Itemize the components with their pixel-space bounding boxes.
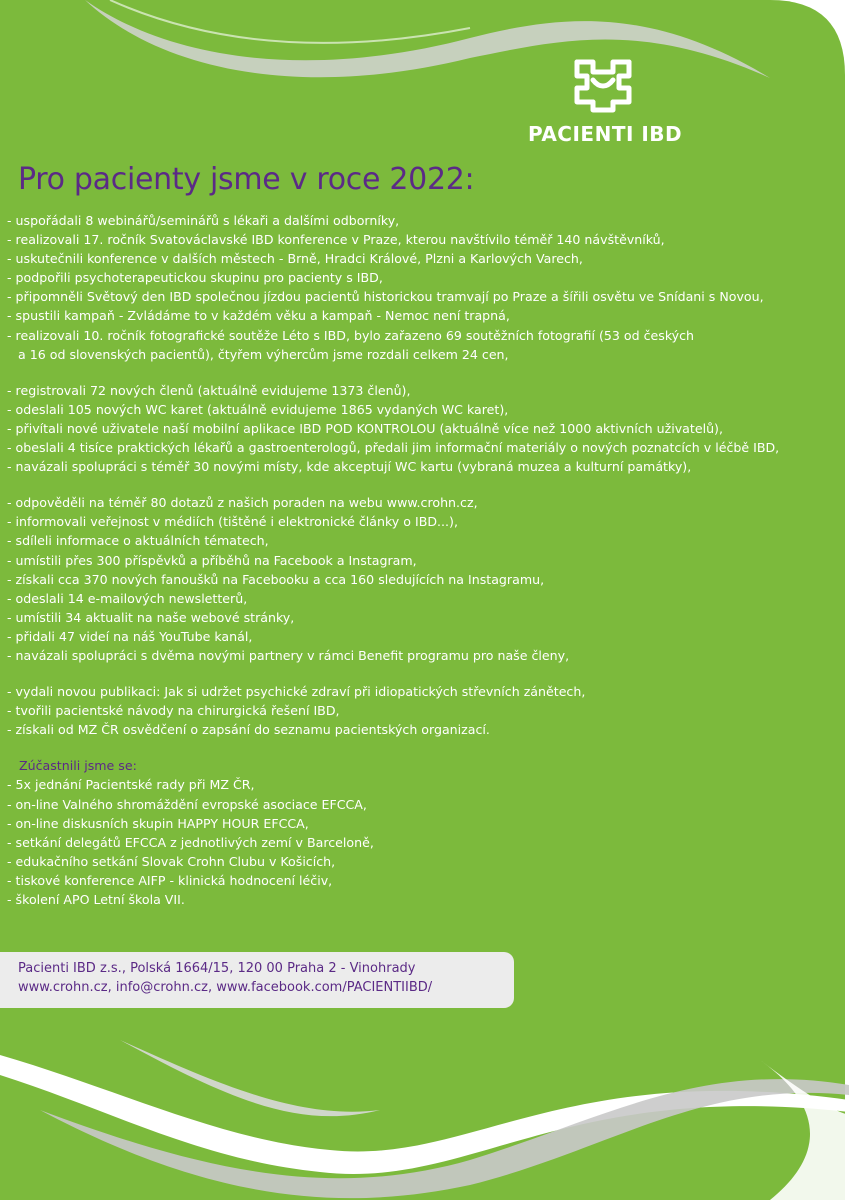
section-publications: [7, 682, 843, 739]
attendance-list: [7, 775, 843, 909]
list-item: - realizovali 17. ročník Svatováclavské IBD konference v Praze, kterou navštívilo téměř 140 návštěvníků,: [7, 232, 665, 248]
list-item-text: - realizovali 10. ročník fotografické soutěže Léto s IBD, bylo zařazeno 69 soutěžních fotografií (53 od českých: [7, 327, 695, 343]
logo-text: PACIENTI IBD: [528, 122, 683, 146]
list-item: - školení APO Letní škola VII.: [7, 892, 185, 907]
section-attendance: [7, 756, 843, 909]
list-item: - setkání delegátů EFCCA z jednotlivých zemí v Barceloně,: [7, 834, 374, 850]
list-item: - registrovali 72 nových členů (aktuálně evidujeme 1373 členů),: [7, 382, 411, 398]
list-item: - uskutečnili konference v dalších městech - Brně, Hradci Králové, Plzni a Karlových Varech,: [7, 251, 583, 267]
list-item: - získali od MZ ČR osvědčení o zapsání do seznamu pacientských organizací.: [7, 722, 490, 738]
contact-address: Pacienti IBD z.s., Polská 1664/15, 120 00 Praha 2 - Vinohrady: [18, 961, 416, 976]
list-item: - uspořádali 8 webinářů/seminářů s lékaři a dalšími odborníky,: [7, 213, 400, 228]
list-item: - navázali spolupráci s dvěma novými partnery v rámci Benefit programu pro naše členy,: [7, 647, 570, 663]
list-item: - navázali spolupráci s téměř 30 novými místy, kde akceptují WC kartu (vybraná muzea a kulturní památky),: [7, 459, 692, 475]
list-item: - on-line diskusních skupin HAPPY HOUR EFCCA,: [7, 815, 309, 831]
contact-box: [0, 952, 514, 1008]
page-title: Pro pacienty jsme v roce 2022:: [18, 162, 475, 197]
list-item: - odeslali 14 e-mailových newsletterů,: [7, 590, 248, 606]
attendance-heading: Zúčastnili jsme se:: [19, 758, 137, 774]
intestine-logo-icon: [567, 52, 639, 118]
list-item: [7, 326, 843, 364]
list-item: - sdíleli informace o aktuálních tématech,: [7, 533, 269, 549]
list-item: - připomněli Světový den IBD společnou jízdou pacientů historickou tramvají po Praze a šířili osvětu ve Snídani s Novou,: [7, 289, 764, 305]
list-item: - tvořili pacientské návody na chirurgická řešení IBD,: [7, 703, 340, 719]
list-item: - odpověděli na téměř 80 dotazů z našich poraden na webu www.crohn.cz,: [7, 495, 478, 511]
list-item: - tiskové konference AIFP - klinická hodnocení léčiv,: [7, 872, 333, 888]
list-item: - získali cca 370 nových fanoušků na Facebooku a cca 160 sledujících na Instagramu,: [7, 571, 545, 587]
list-item: - odeslali 105 nových WC karet (aktuálně evidujeme 1865 vydaných WC karet),: [7, 401, 509, 417]
list-item: - podpořili psychoterapeutickou skupinu pro pacienty s IBD,: [7, 270, 383, 286]
list-item: - edukačního setkání Slovak Crohn Clubu v Košicích,: [7, 853, 336, 869]
list-item: - 5x jednání Pacientské rady při MZ ČR,: [7, 777, 255, 793]
list-item: - informovali veřejnost v médiích (tištěné i elektronické články o IBD...),: [7, 514, 458, 530]
list-item: - přidali 47 videí na náš YouTube kanál,: [7, 628, 253, 644]
contact-links: www.crohn.cz, info@crohn.cz, www.facebook.com/PACIENTIIBD/: [18, 980, 433, 995]
section-communication: [7, 493, 843, 665]
logo: [528, 52, 683, 162]
list-item: - umístili přes 300 příspěvků a příběhů na Facebook a Instagram,: [7, 552, 417, 568]
list-item: - obeslali 4 tisíce praktických lékařů a gastroenterologů, předali jim informační materiály o nových poznatcích v léčbě IBD,: [7, 440, 780, 456]
list-item: - vydali novou publikaci: Jak si udržet psychické zdraví při idiopatických střevních zánětech,: [7, 684, 586, 700]
main-content: [7, 211, 843, 926]
list-item: - spustili kampaň - Zvládáme to v každém věku a kampaň - Nemoc není trapná,: [7, 308, 510, 324]
section-members: [7, 381, 843, 476]
list-item: - on-line Valného shromáždění evropské asociace EFCCA,: [7, 796, 367, 812]
list-item-continuation: a 16 od slovenských pacientů), čtyřem výhercům jsme rozdali celkem 24 cen,: [18, 346, 509, 362]
section-events: [7, 211, 843, 364]
list-item: - přivítali nové uživatele naší mobilní aplikace IBD POD KONTROLOU (aktuálně více než 1000 aktivních uživatelů),: [7, 420, 723, 436]
list-item: - umístili 34 aktualit na naše webové stránky,: [7, 609, 295, 625]
